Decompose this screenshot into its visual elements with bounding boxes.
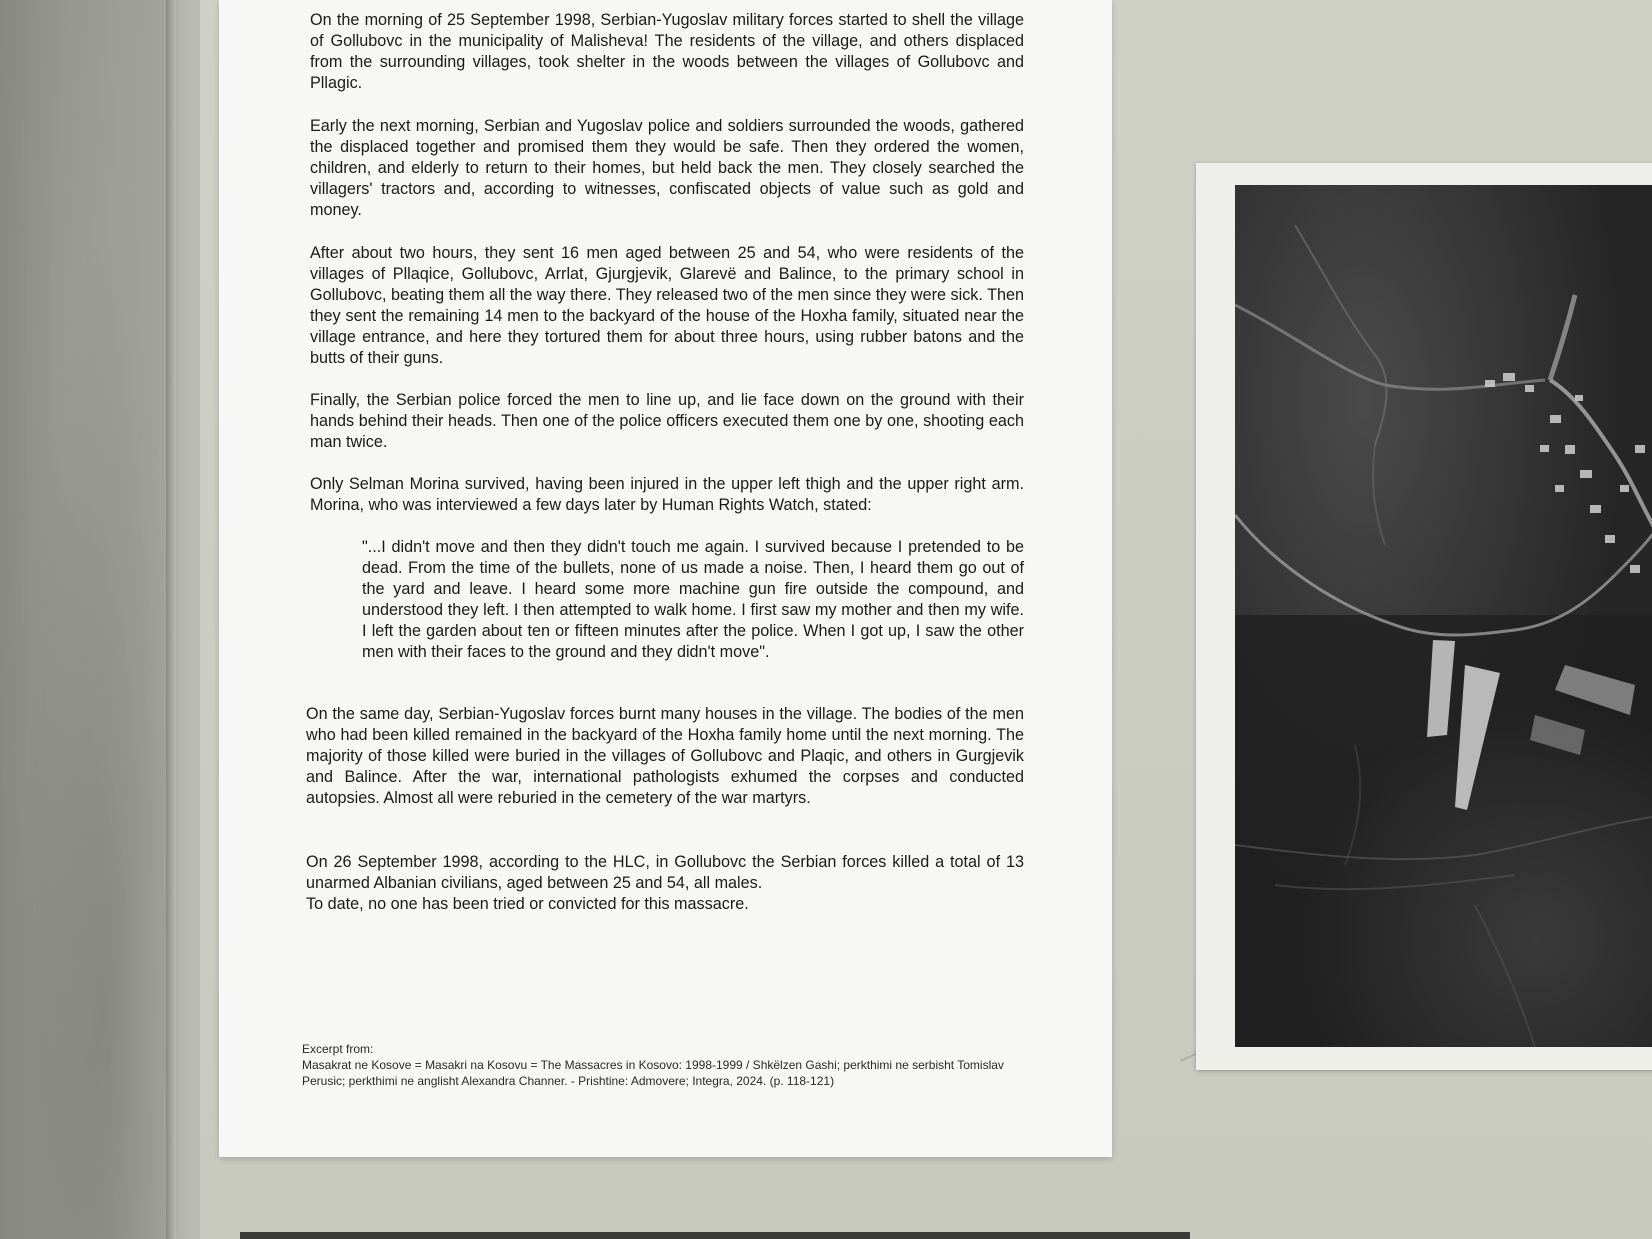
witness-quote: "...I didn't move and then they didn't touch me again. I survived because I pretended to be dead. From the time of the bullets, none of us made a noise. Then, I heard them go out of the yard and leave. I heard some more machine gun fire outside the compound, and understood they left. I then attempted to walk home. I first saw my mother and then my wife. I left the garden about ten or fifteen minutes after the police. When I got up, I saw the other men with their faces to the ground and they didn't move". [362, 538, 1024, 661]
concrete-wall [0, 0, 172, 1239]
excerpt-source: Masakrat ne Kosove = Masakri na Kosovu = The Massacres in Kosovo: 1998-1999 / Shkëlzen Gashi; perkthimi ne serbisht Tomislav Perusic; perkthimi ne anglisht Alexandra Channer. - Prishtine: Admovere; Integra, 2024. (p. 118-121) [302, 1058, 1004, 1088]
aerial-photo-drawing [1235, 185, 1652, 1047]
aerial-photo [1235, 185, 1652, 1047]
paragraph-5: Only Selman Morina survived, having been injured in the upper left thigh and the upper right arm. Morina, who was interviewed a few days later by Human Rights Watch, stated: [310, 475, 1024, 514]
excerpt-citation [302, 1041, 1022, 1089]
wall-edge [166, 0, 176, 1239]
paragraph-6: On the same day, Serbian-Yugoslav forces burnt many houses in the village. The bodies of the men who had been killed remained in the backyard of the Hoxha family home until the next morning. The majority of those killed were buried in the villages of Gollubovc and Plaqic, and others in Gurgjevik and Balince. After the war, international pathologists exhumed the corpses and conducted autopsies. Almost all were reburied in the cemetery of the war martyrs. [306, 705, 1024, 807]
paragraph-1: On the morning of 25 September 1998, Serbian-Yugoslav military forces started to shell the village of Gollubovc in the municipality of Malisheva! The residents of the village, and others displaced from the surrounding villages, took shelter in the woods between the villages of Gollubovc and Pllagic. [310, 11, 1024, 92]
paragraph-4: Finally, the Serbian police forced the men to line up, and lie face down on the ground with their hands behind their heads. Then one of the police officers executed them one by one, shooting each man twice. [310, 391, 1024, 451]
paragraph-3: After about two hours, they sent 16 men aged between 25 and 54, who were residents of the villages of Pllaqice, Gollubovc, Arrlat, Gjurgjevik, Glarevë and Balince, to the primary school in Gollubovc, beating them all the way there. They released two of the men since they were sick. Then they sent the remaining 14 men to the backyard of the house of the Hoxha family, situated near the village entrance, and here they tortured them for about three hours, using rubber batons and the butts of their guns. [310, 244, 1024, 367]
closing-line-1: On 26 September 1998, according to the HLC, in Gollubovc the Serbian forces killed a total of 13 unarmed Albanian civilians, aged between 25 and 54, all males. [306, 853, 1024, 892]
excerpt-label: Excerpt from: [302, 1042, 374, 1056]
board-bottom-edge [240, 1232, 1190, 1239]
paragraph-2: Early the next morning, Serbian and Yugoslav police and soldiers surrounded the woods, gathered the displaced together and promised them they would be safe. Then they ordered the women, children, and elderly to return to their homes, but held back the men. They closely searched the villagers' tractors and, according to witnesses, confiscated objects of value such as gold and money. [310, 117, 1024, 219]
closing-line-2: To date, no one has been tried or convicted for this massacre. [306, 895, 749, 913]
